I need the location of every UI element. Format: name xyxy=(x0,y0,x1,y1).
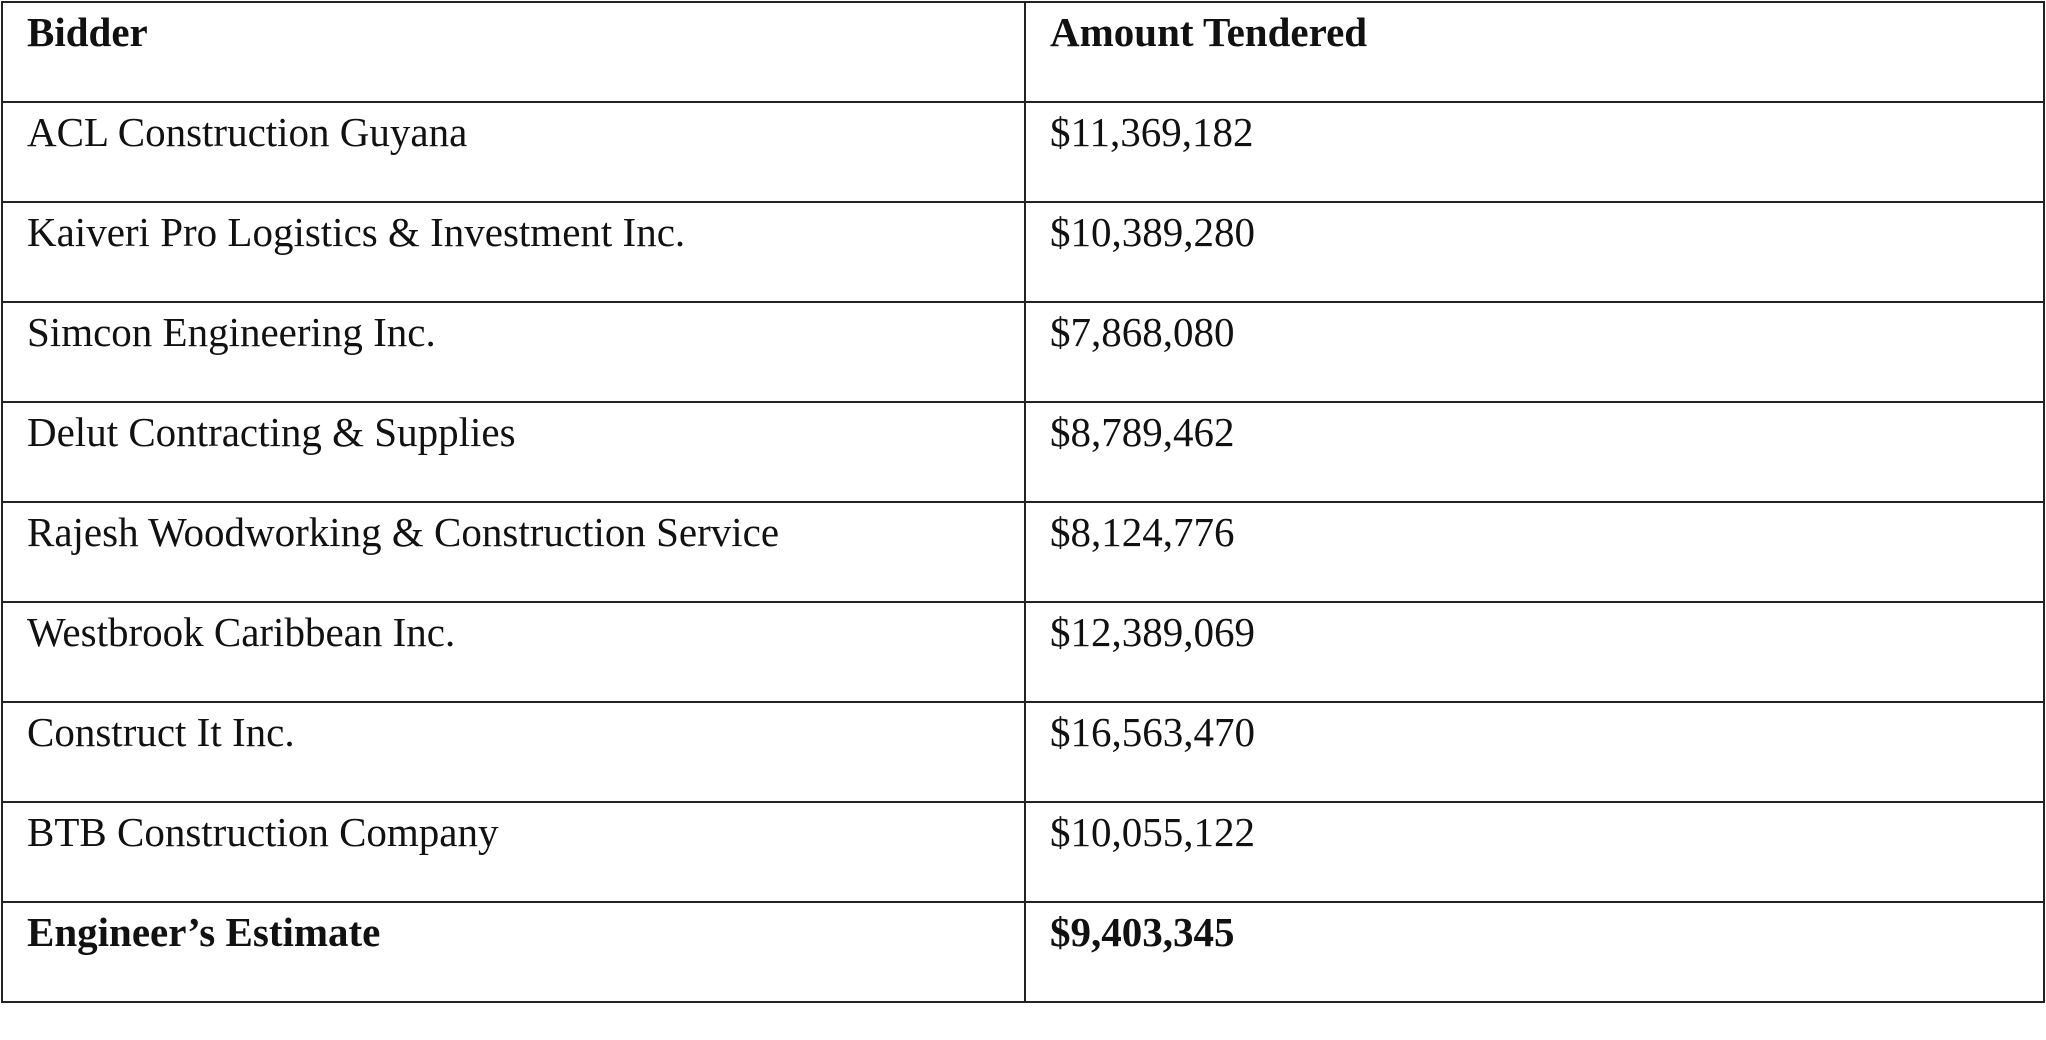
header-bidder-label: Bidder xyxy=(27,9,148,55)
table-row xyxy=(2,102,2044,202)
amount-cell xyxy=(1025,202,2044,302)
table-row xyxy=(2,402,2044,502)
amount-cell xyxy=(1025,302,2044,402)
estimate-row xyxy=(2,902,2044,1002)
table-row xyxy=(2,302,2044,402)
table-header-row xyxy=(2,2,2044,102)
table-row xyxy=(2,502,2044,602)
bidder-cell xyxy=(2,402,1025,502)
bids-table xyxy=(1,1,2045,1003)
bidder-cell xyxy=(2,502,1025,602)
bidder-cell xyxy=(2,202,1025,302)
bidder-cell xyxy=(2,602,1025,702)
bidder-name: Construct It Inc. xyxy=(27,709,295,755)
bidder-name: ACL Construction Guyana xyxy=(27,109,468,155)
estimate-label-cell xyxy=(2,902,1025,1002)
table-row xyxy=(2,802,2044,902)
bidder-name: BTB Construction Company xyxy=(27,809,499,855)
amount-cell xyxy=(1025,502,2044,602)
bidder-cell xyxy=(2,102,1025,202)
bidder-name: Simcon Engineering Inc. xyxy=(27,309,436,355)
amount-value: $16,563,470 xyxy=(1050,709,1255,755)
amount-value: $7,868,080 xyxy=(1050,309,1235,355)
bidder-name: Delut Contracting & Supplies xyxy=(27,409,516,455)
bidder-cell xyxy=(2,302,1025,402)
amount-value: $8,789,462 xyxy=(1050,409,1235,455)
bidder-cell xyxy=(2,802,1025,902)
bidder-name: Westbrook Caribbean Inc. xyxy=(27,609,456,655)
amount-value: $8,124,776 xyxy=(1050,509,1235,555)
estimate-amount-cell xyxy=(1025,902,2044,1002)
estimate-amount: $9,403,345 xyxy=(1050,909,1235,955)
amount-value: $12,389,069 xyxy=(1050,609,1255,655)
header-cell-amount xyxy=(1025,2,2044,102)
table-row xyxy=(2,702,2044,802)
table-row xyxy=(2,602,2044,702)
table-row xyxy=(2,202,2044,302)
estimate-label: Engineer’s Estimate xyxy=(27,909,381,955)
amount-cell xyxy=(1025,802,2044,902)
amount-cell xyxy=(1025,602,2044,702)
amount-value: $11,369,182 xyxy=(1050,109,1254,155)
header-cell-bidder xyxy=(2,2,1025,102)
header-amount-label: Amount Tendered xyxy=(1050,9,1368,55)
amount-cell xyxy=(1025,702,2044,802)
amount-value: $10,389,280 xyxy=(1050,209,1255,255)
bidder-name: Rajesh Woodworking & Construction Service xyxy=(27,509,780,555)
amount-cell xyxy=(1025,402,2044,502)
bidder-cell xyxy=(2,702,1025,802)
bidder-name: Kaiveri Pro Logistics & Investment Inc. xyxy=(27,209,686,255)
amount-value: $10,055,122 xyxy=(1050,809,1255,855)
amount-cell xyxy=(1025,102,2044,202)
